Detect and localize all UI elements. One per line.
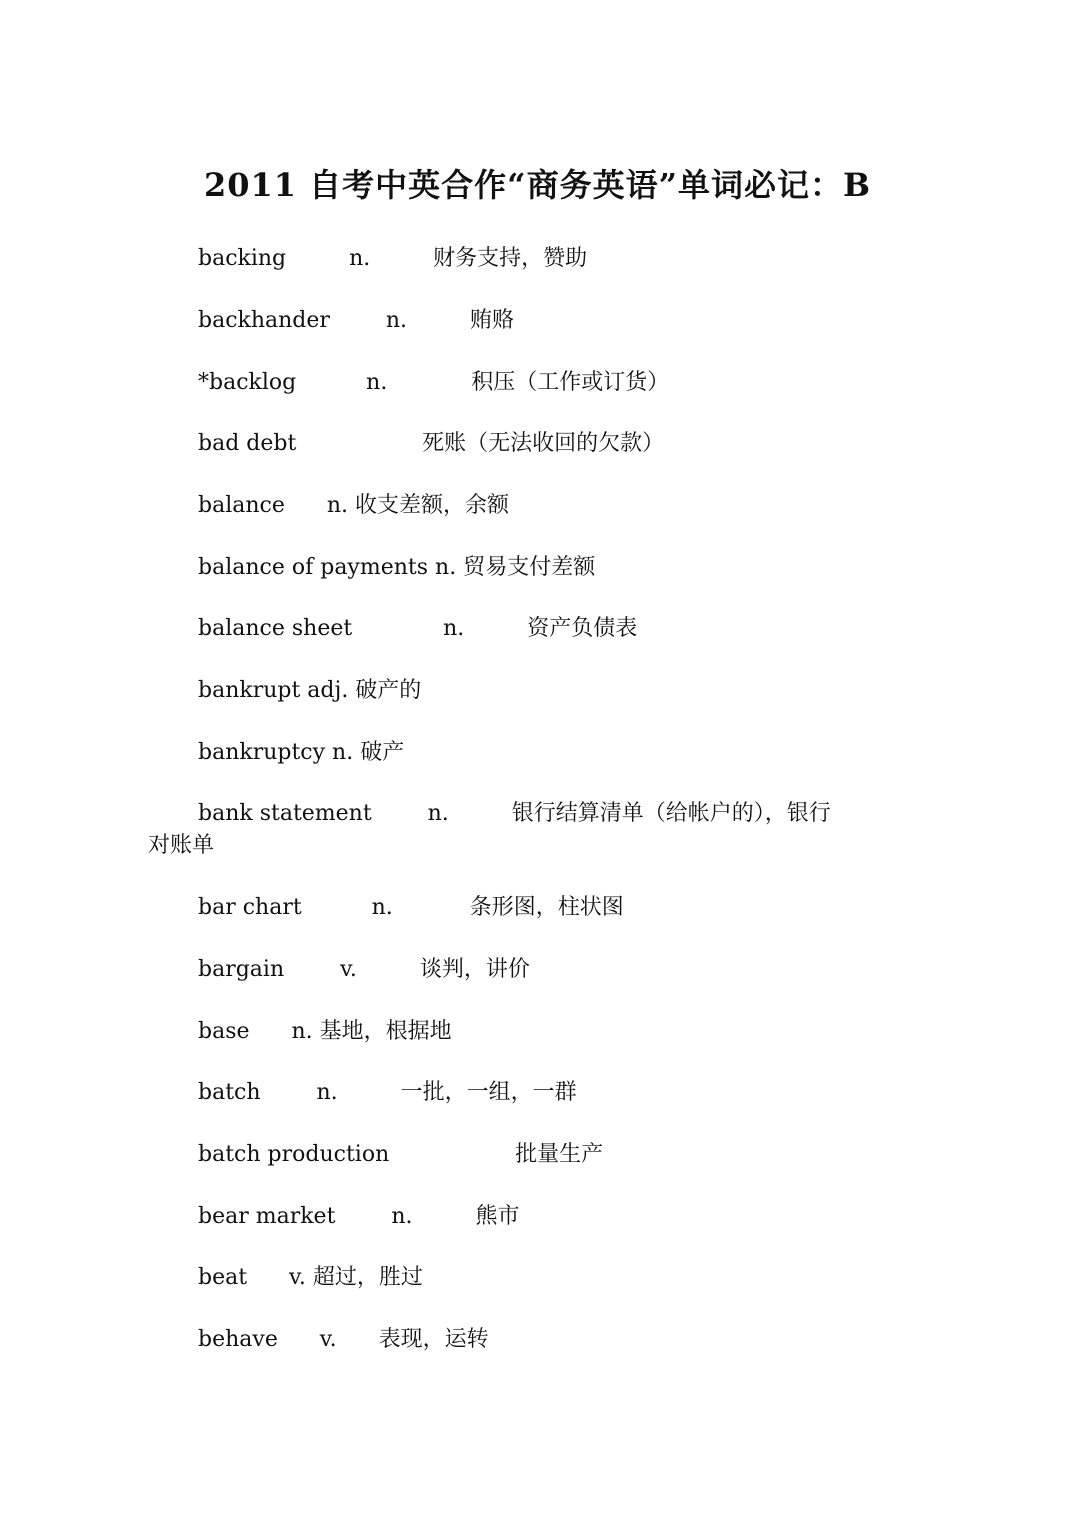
vocab-entry-backlog: *backlog n. 积压（工作或订货） <box>198 370 670 395</box>
vocab-entry-bankruptcy: bankruptcy n. 破产 <box>198 740 405 765</box>
vocab-entry-bar-chart: bar chart n. 条形图，柱状图 <box>198 895 624 920</box>
vocab-entry-beat: beat v. 超过，胜过 <box>198 1265 423 1290</box>
vocab-entry-bear-market: bear market n. 熊市 <box>198 1204 520 1229</box>
vocab-entry-batch-production: batch production 批量生产 <box>198 1142 604 1167</box>
vocab-entry-balance-of-payments: balance of payments n. 贸易支付差额 <box>198 555 596 580</box>
document-title: 2011 自考中英合作“商务英语”单词必记：B <box>203 166 872 204</box>
vocab-entry-bad-debt: bad debt 死账（无法收回的欠款） <box>198 431 665 456</box>
vocab-entry-continuation: 对账单 <box>148 833 215 858</box>
vocab-entry-balance-sheet: balance sheet n. 资产负债表 <box>198 616 638 641</box>
vocab-entry-behave: behave v. 表现，运转 <box>198 1327 489 1352</box>
vocab-entry-base: base n. 基地，根据地 <box>198 1019 452 1044</box>
vocab-entry-bankrupt: bankrupt adj. 破产的 <box>198 678 422 703</box>
vocab-entry-bargain: bargain v. 谈判，讲价 <box>198 957 530 982</box>
vocab-entry-balance: balance n. 收支差额，余额 <box>198 493 509 518</box>
vocab-entry-bank-statement: bank statement n. 银行结算清单（给帐户的），银行 <box>198 801 831 826</box>
vocab-entry-backhander: backhander n. 贿赂 <box>198 308 514 333</box>
vocab-entry-backing: backing n. 财务支持，赞助 <box>198 246 588 271</box>
vocab-entry-batch: batch n. 一批，一组，一群 <box>198 1080 577 1105</box>
